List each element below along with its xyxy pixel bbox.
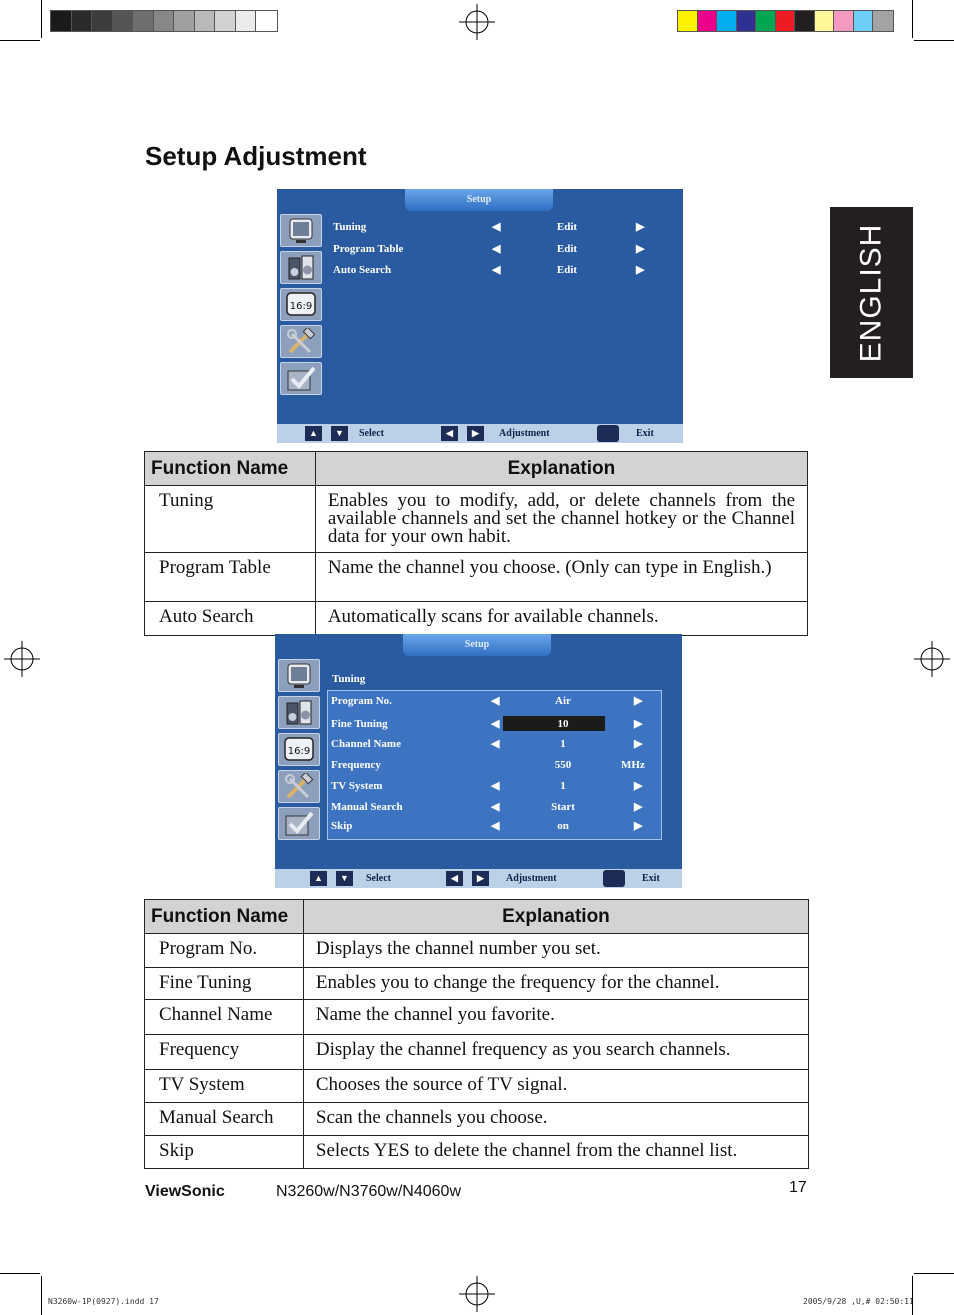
osd-row-label: Auto Search <box>333 264 392 276</box>
function-name-cell: Fine Tuning <box>145 968 304 1000</box>
adjustment-hint: Adjustment <box>506 873 557 884</box>
left-arrow-icon: ◀ <box>492 264 501 276</box>
frequency-unit: MHz <box>621 759 645 771</box>
swatch <box>678 11 698 31</box>
swatch <box>51 11 72 31</box>
table-row <box>145 553 808 602</box>
left-arrow-icon: ◀ <box>491 738 500 750</box>
swatch <box>854 11 874 31</box>
explanation-header: Explanation <box>315 452 807 486</box>
function-name-cell: Manual Search <box>145 1103 304 1136</box>
explanation-cell: Selects YES to delete the channel from the channel list. <box>303 1136 808 1169</box>
swatch <box>195 11 216 31</box>
sound-icon <box>278 696 320 729</box>
osd-row-label: Program Table <box>333 243 404 255</box>
osd-row-value: 10 <box>557 718 569 730</box>
table-row <box>145 1035 809 1070</box>
swatch <box>873 11 893 31</box>
right-arrow-icon: ▶ <box>636 243 645 255</box>
osd-row-label: Tuning <box>333 221 367 233</box>
right-key-icon: ▶ <box>472 871 489 886</box>
function-name-cell: Auto Search <box>145 602 316 636</box>
left-arrow-icon: ◀ <box>491 820 500 832</box>
explanation-cell: Scan the channels you choose. <box>303 1103 808 1136</box>
left-arrow-icon: ◀ <box>491 801 500 813</box>
swatch <box>834 11 854 31</box>
table-row <box>145 1136 809 1169</box>
aspect-16-9-icon <box>280 288 322 321</box>
osd-row-value: Edit <box>556 221 578 233</box>
aspect-16-9-icon <box>278 733 320 766</box>
osd-row-value: 550 <box>554 759 572 771</box>
page-title: Setup Adjustment <box>145 141 367 171</box>
explanation-cell: Display the channel frequency as you search channels. <box>303 1035 808 1070</box>
tuning-function-table <box>144 899 809 1169</box>
explanation-cell: Displays the channel number you set. <box>303 934 808 968</box>
osd-menu-icons <box>278 659 320 840</box>
right-arrow-icon: ▶ <box>634 738 643 750</box>
left-arrow-icon: ◀ <box>491 718 500 730</box>
table-row <box>145 486 808 553</box>
exit-hint: Exit <box>642 873 660 884</box>
checkmark-icon <box>280 362 322 395</box>
swatch <box>737 11 757 31</box>
function-name-cell: Skip <box>145 1136 304 1169</box>
osd-menu-row <box>331 757 651 773</box>
osd-menu-row <box>333 219 653 235</box>
tuning-menu-screenshot <box>275 634 682 888</box>
swatch <box>215 11 236 31</box>
left-key-icon: ◀ <box>446 871 463 886</box>
table-row <box>145 602 808 636</box>
setup-function-table <box>144 451 808 636</box>
adjustment-hint: Adjustment <box>499 428 550 439</box>
osd-menu-row <box>331 799 651 815</box>
checkmark-icon <box>278 807 320 840</box>
right-arrow-icon: ▶ <box>634 780 643 792</box>
down-key-icon: ▼ <box>331 426 348 441</box>
swatch <box>113 11 134 31</box>
registration-mark-bottom <box>459 1276 495 1312</box>
grayscale-swatch-bar <box>50 10 278 32</box>
swatch <box>756 11 776 31</box>
osd-menu-row <box>331 736 651 752</box>
osd-menu-row <box>331 818 651 834</box>
osd-row-value: Edit <box>556 243 578 255</box>
right-arrow-icon: ▶ <box>634 695 643 707</box>
tools-icon <box>278 770 320 803</box>
osd-row-value: on <box>557 820 569 832</box>
osd-row-value: Air <box>555 695 571 707</box>
left-key-icon: ◀ <box>441 426 458 441</box>
left-arrow-icon: ◀ <box>492 243 501 255</box>
registration-mark-left <box>4 641 40 677</box>
osd-row-label: Program No. <box>331 695 392 707</box>
select-hint: Select <box>359 428 384 439</box>
function-name-cell: Program No. <box>145 934 304 968</box>
swatch <box>776 11 796 31</box>
registration-mark-top <box>459 4 495 40</box>
right-arrow-icon: ▶ <box>634 718 643 730</box>
function-name-cell: TV System <box>145 1070 304 1103</box>
osd-title: Setup <box>405 189 553 211</box>
function-name-cell: Program Table <box>145 553 316 602</box>
osd-menu-row <box>331 778 651 794</box>
function-name-cell: Channel Name <box>145 1000 304 1035</box>
svg-text:16:9: 16:9 <box>289 300 313 312</box>
left-arrow-icon: ◀ <box>491 695 500 707</box>
osd-heading: Tuning <box>332 673 366 685</box>
table-row <box>145 968 809 1000</box>
color-swatch-bar <box>677 10 894 32</box>
left-arrow-icon: ◀ <box>491 780 500 792</box>
explanation-cell: Name the channel you favorite. <box>303 1000 808 1035</box>
right-arrow-icon: ▶ <box>634 801 643 813</box>
exit-key-icon <box>597 425 619 442</box>
print-slug-right: 2005/9/28 ,U,# 02:50:11 <box>803 1297 914 1306</box>
swatch <box>256 11 277 31</box>
osd-help-bar <box>277 424 683 443</box>
osd-menu-row <box>333 262 653 278</box>
tv-icon <box>280 214 322 247</box>
tools-icon <box>280 325 322 358</box>
swatch <box>717 11 737 31</box>
osd-row-label: Manual Search <box>331 801 403 813</box>
swatch <box>795 11 815 31</box>
swatch <box>72 11 93 31</box>
swatch <box>815 11 835 31</box>
osd-title: Setup <box>403 634 551 656</box>
osd-row-label: Frequency <box>331 759 381 771</box>
osd-row-value: Edit <box>556 264 578 276</box>
swatch <box>92 11 113 31</box>
footer-brand: ViewSonic <box>145 1183 225 1200</box>
function-name-header: Function Name <box>145 900 304 934</box>
function-name-header: Function Name <box>145 452 316 486</box>
osd-row-label: Skip <box>331 820 353 832</box>
osd-menu-row <box>331 716 651 732</box>
osd-row-value: 1 <box>560 780 566 792</box>
footer-model: N3260w/N3760w/N4060w <box>276 1183 461 1200</box>
print-slug-left: N3260w-1P(0927).indd 17 <box>48 1297 159 1306</box>
osd-menu-row <box>331 693 651 709</box>
right-arrow-icon: ▶ <box>634 820 643 832</box>
table-row <box>145 1070 809 1103</box>
swatch <box>236 11 257 31</box>
swatch <box>698 11 718 31</box>
table-row <box>145 1000 809 1035</box>
language-tab <box>830 207 913 378</box>
explanation-header: Explanation <box>303 900 808 934</box>
function-name-cell: Tuning <box>145 486 316 553</box>
svg-text:16:9: 16:9 <box>287 745 311 757</box>
table-row <box>145 1103 809 1136</box>
osd-menu-icons <box>280 214 322 395</box>
function-name-cell: Frequency <box>145 1035 304 1070</box>
osd-row-value: Start <box>551 801 575 813</box>
right-arrow-icon: ▶ <box>636 264 645 276</box>
explanation-cell: Chooses the source of TV signal. <box>303 1070 808 1103</box>
exit-key-icon <box>603 870 625 887</box>
right-key-icon: ▶ <box>467 426 484 441</box>
osd-help-bar <box>275 869 682 888</box>
left-arrow-icon: ◀ <box>492 221 501 233</box>
swatch <box>174 11 195 31</box>
up-key-icon: ▲ <box>310 871 327 886</box>
osd-menu-row <box>333 241 653 257</box>
osd-row-value: 1 <box>560 738 566 750</box>
tv-icon <box>278 659 320 692</box>
explanation-cell: Enables you to change the frequency for the channel. <box>303 968 808 1000</box>
right-arrow-icon: ▶ <box>636 221 645 233</box>
up-key-icon: ▲ <box>305 426 322 441</box>
osd-row-label: TV System <box>331 780 383 792</box>
osd-row-label: Channel Name <box>331 738 401 750</box>
table-row <box>145 934 809 968</box>
swatch <box>154 11 175 31</box>
osd-row-label: Fine Tuning <box>331 718 388 730</box>
explanation-cell: Automatically scans for available channels. <box>315 602 807 636</box>
select-hint: Select <box>366 873 391 884</box>
page-number: 17 <box>789 1179 807 1196</box>
explanation-cell: Name the channel you choose. (Only can type in English.) <box>315 553 807 602</box>
language-tab-label: ENGLISH <box>854 223 888 362</box>
sound-icon <box>280 251 322 284</box>
exit-hint: Exit <box>636 428 654 439</box>
down-key-icon: ▼ <box>336 871 353 886</box>
registration-mark-right <box>914 641 950 677</box>
explanation-cell: Enables you to modify, add, or delete channels from the available channels and set the channel hotkey or the Channel data for your own habit. <box>315 486 807 553</box>
swatch <box>133 11 154 31</box>
setup-menu-screenshot <box>277 189 683 443</box>
